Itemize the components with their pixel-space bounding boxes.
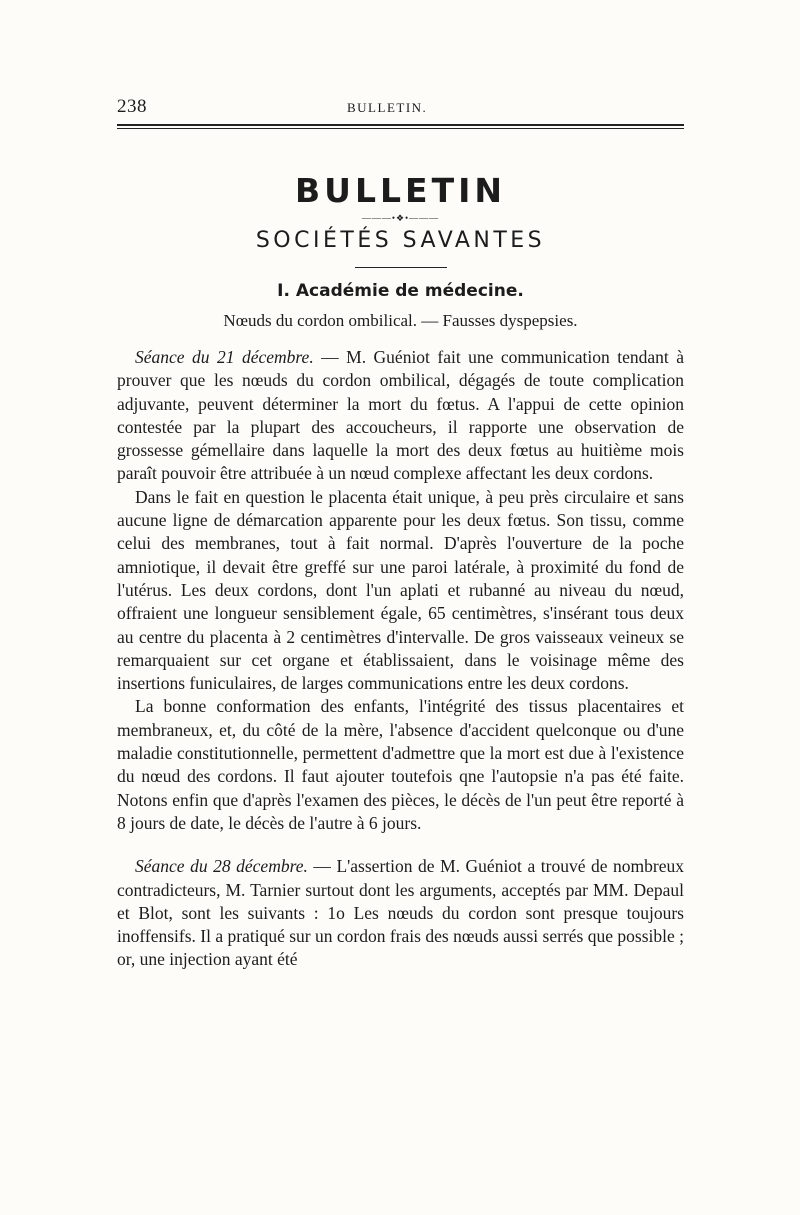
header-rule	[117, 124, 684, 129]
section-subheading: Nœuds du cordon ombilical. — Fausses dyspepsies.	[223, 311, 578, 330]
paragraph-text: — M. Guéniot fait une communication tendant à prouver que les nœuds du cordon ombilical, dégagés de toute complication adjuvante, peuvent déterminer la mort du fœtus. A l'appui de cette opinion contestée par la plupart des accoucheurs, il rapporte une observation de grossesse gémellaire dans laquelle la mort des deux fœtus au huitième mois paraît pouvoir être attribuée à un nœud complexe affectant les deux cordons.	[117, 347, 684, 484]
paragraph-text: Dans le fait en question le placenta était unique, à peu près circulaire et sans aucune ligne de démarcation apparente pour les deux fœtus. Son tissu, comme celui des membranes, tout à fait normal. D'après l'ouverture de la poche amniotique, il devait être greffé sur une paroi latérale, à proximité du fond de l'utérus. Les deux cordons, dont l'un aplati et rubanné au niveau du nœud, offraient une longueur sensiblement égale, 65 centimètres, s'insérant tous deux au centre du placenta à 2 centimètres d'intervalle. De gros vaisseaux veineux se remarquaient sur cet organe et établissaient, dans le voisinage même des insertions funiculaires, de larges communications entre les deux cordons.	[117, 486, 684, 694]
page-title: BULLETIN	[295, 171, 506, 210]
session-date: Séance du 28 décembre.	[135, 856, 308, 877]
paragraph-text: La bonne conformation des enfants, l'intégrité des tissus placentaires et membraneux, et, du côté de la mère, l'absence d'accident quelconque ou d'une maladie constitutionnelle, permettent d'admettre que la mort est due à l'existence du nœud des cordons. Il faut ajouter toutefois qne l'autopsie n'a pas été faite. Notons enfin que d'après l'examen des pièces, le décès de l'un peut être reporté à 8 jours de date, le décès de l'autre à 6 jours.	[117, 696, 684, 833]
page-subtitle: SOCIÉTÉS SAVANTES	[255, 228, 546, 253]
paragraph	[117, 346, 684, 486]
paragraph	[117, 695, 684, 835]
paragraph	[117, 486, 684, 696]
page	[117, 96, 684, 972]
page-number: 238	[117, 96, 147, 117]
section-heading: I. Académie de médecine.	[277, 281, 524, 301]
ornament-divider: ———•❖•———	[361, 213, 440, 223]
paragraph-text: — L'assertion de M. Guéniot a trouvé de nombreux contradicteurs, M. Tarnier surtout dont les arguments, acceptés par MM. Depaul et Blot, sont les suivants : 1o Les nœuds du cordon sont presque toujours inoffensifs. Il a pratiqué sur un cordon frais des nœuds aussi serrés que possible ; or, une injection ayant été	[117, 856, 684, 970]
page-header	[117, 96, 684, 120]
session-date: Séance du 21 décembre.	[135, 347, 314, 367]
paragraph	[117, 855, 684, 971]
running-title: BULLETIN.	[347, 100, 428, 115]
section-rule	[355, 267, 447, 268]
